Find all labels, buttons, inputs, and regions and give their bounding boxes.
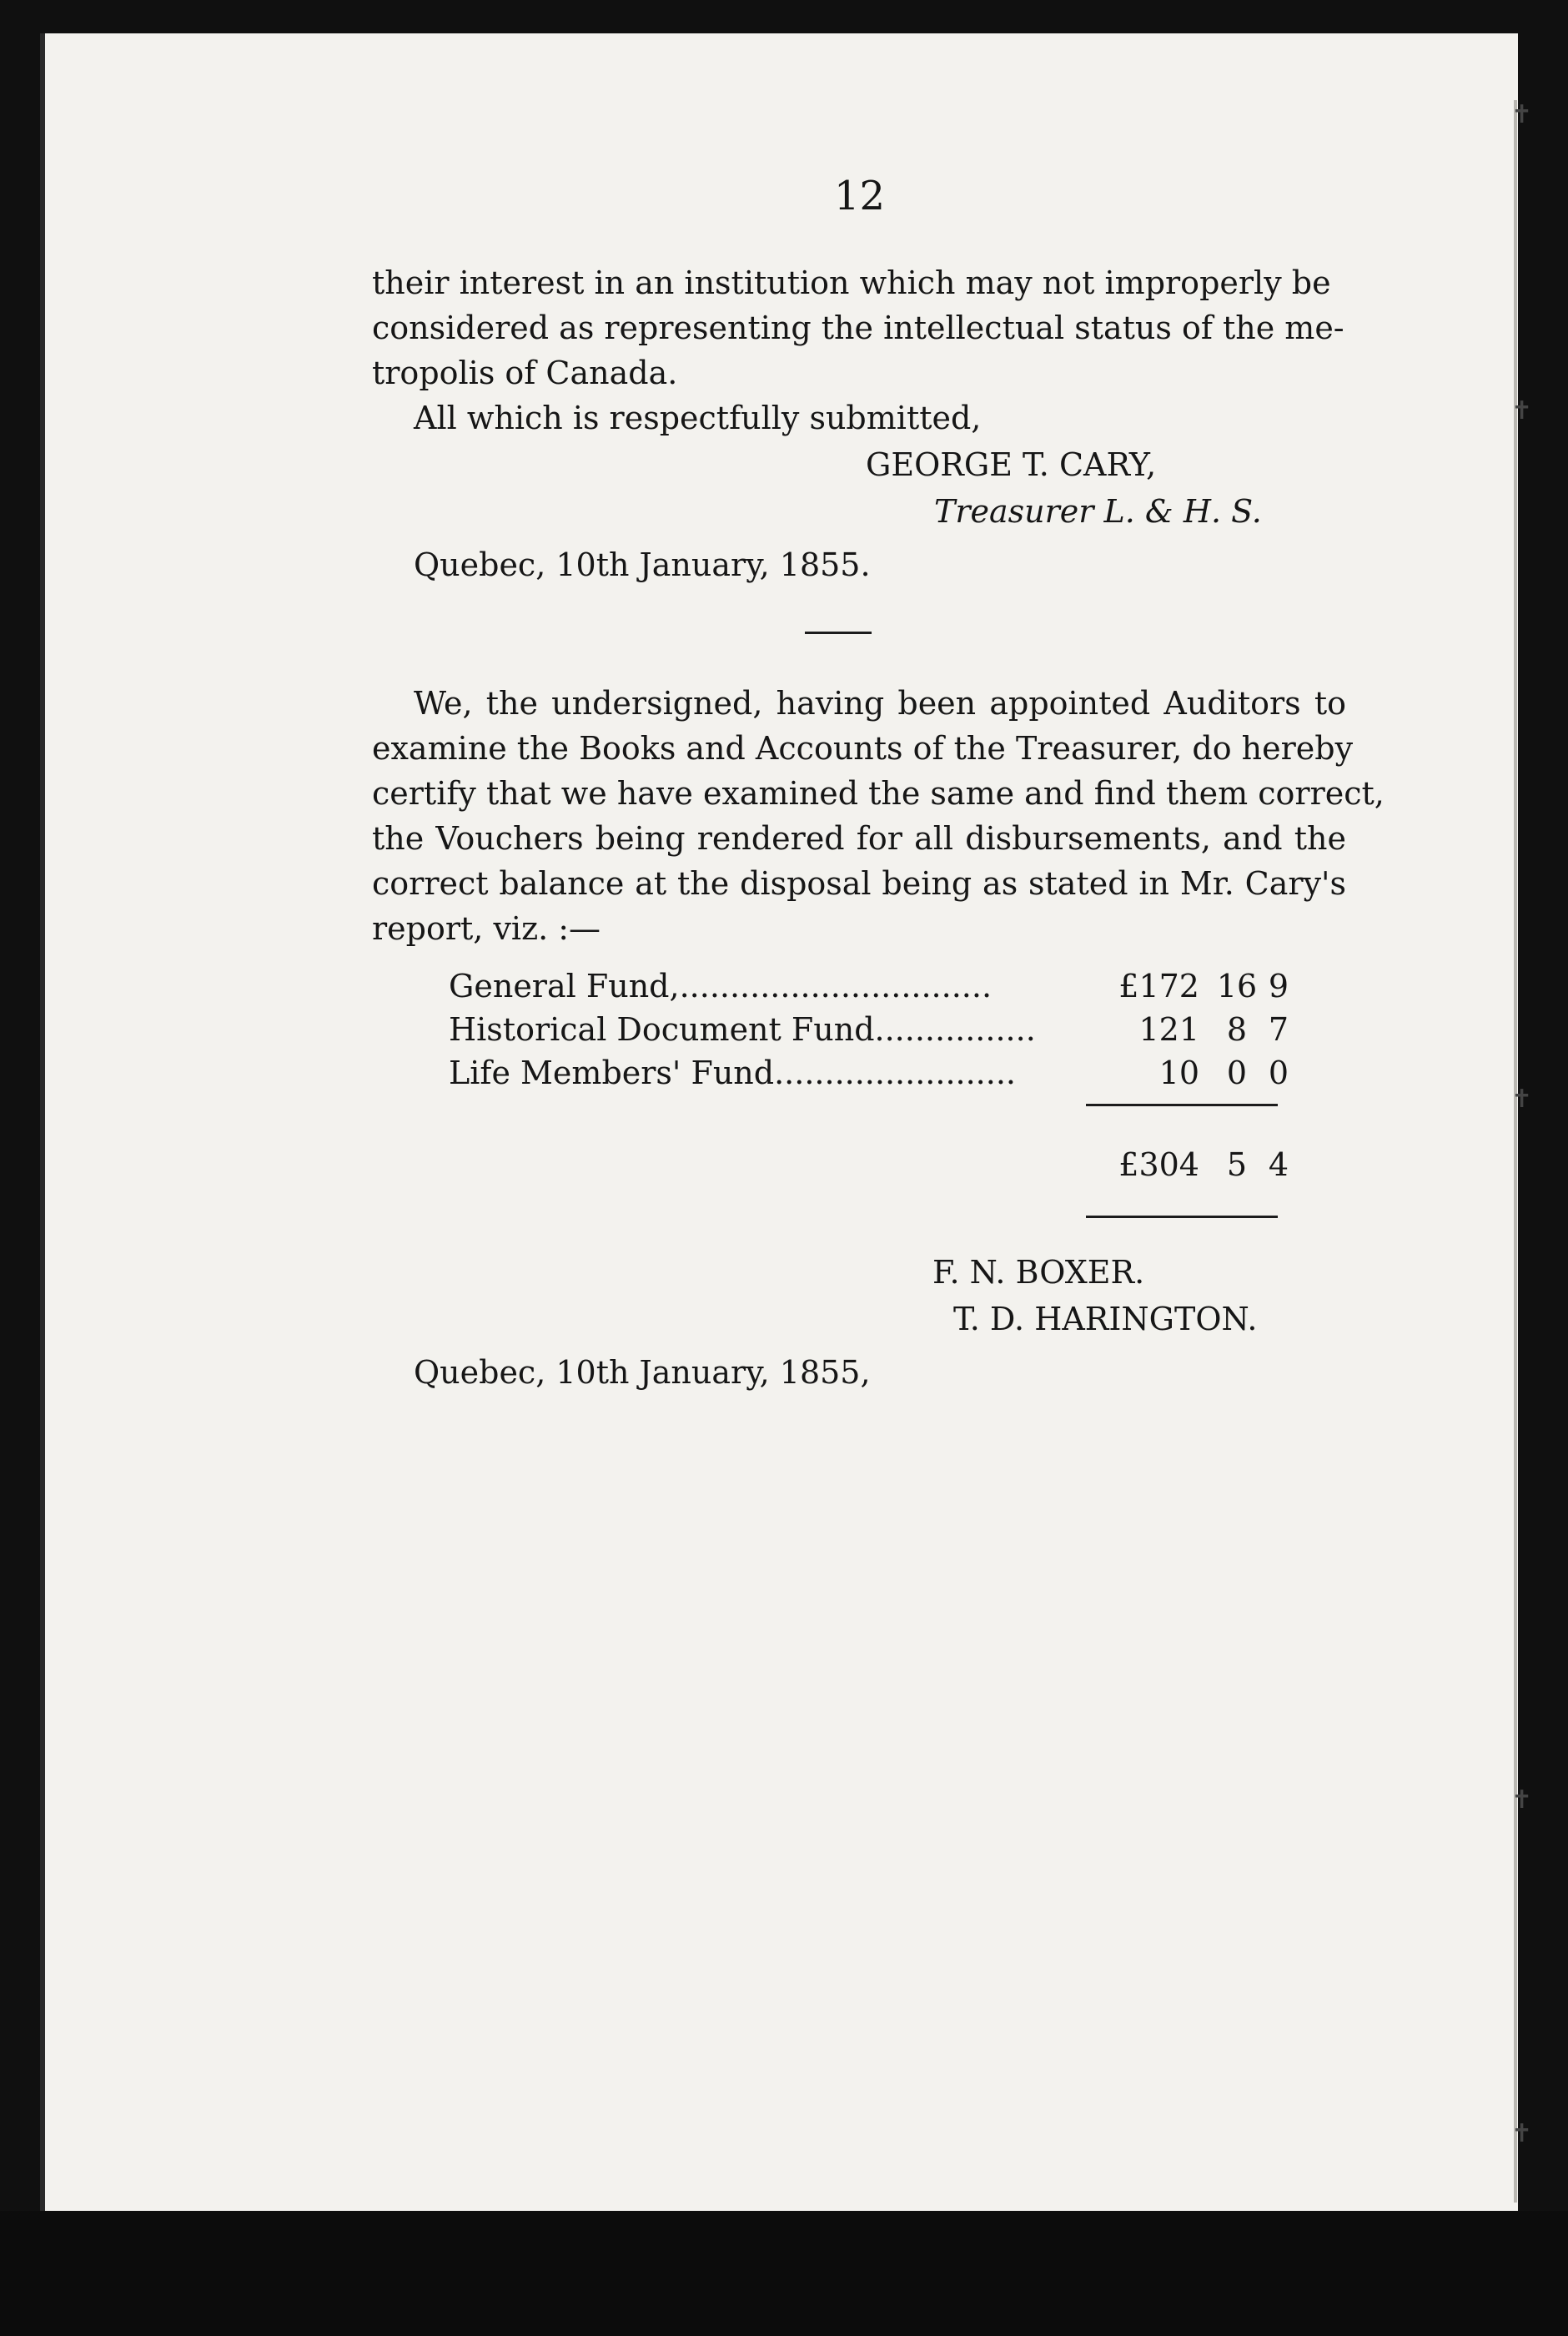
paragraph-line: certify that we have examined the same and find them correct, [372, 775, 1385, 812]
total-row [449, 1146, 1289, 1190]
treasurer-title: Treasurer L. & H. S. [934, 493, 1262, 530]
fund-pence: 0 [1268, 1055, 1289, 1091]
fund-shillings: 8 [1226, 1011, 1248, 1048]
fund-pounds: 10 [1158, 1055, 1199, 1091]
auditors-certificate [372, 681, 1385, 951]
fund-label: Life Members' Fund........................ [449, 1055, 1016, 1091]
binding-mark-icon: ✝ [1511, 396, 1533, 425]
fund-label: General Fund,............................... [449, 968, 993, 1004]
scan-bottom-border [0, 2211, 1568, 2336]
total-shillings: 5 [1226, 1146, 1248, 1183]
fund-pence: 7 [1268, 1011, 1289, 1048]
paragraph-line: report, viz. :— [372, 910, 601, 947]
audit-date: Quebec, 10th January, 1855, [414, 1354, 871, 1391]
sum-rule [1086, 1104, 1278, 1106]
auditor-name: F. N. BOXER. [932, 1254, 1145, 1291]
fund-label: Historical Document Fund................ [449, 1011, 1036, 1048]
fund-pounds: £172 [1118, 968, 1199, 1004]
paragraph-line: the Vouchers being rendered for all disbursements, and the [372, 820, 1346, 857]
fund-pounds: 121 [1138, 1011, 1199, 1048]
paragraph-line: their interest in an institution which may not improperly be [372, 264, 1331, 301]
binding-mark-icon: ✝ [1511, 2119, 1533, 2148]
binding-mark-icon: ✝ [1511, 1785, 1533, 1815]
fund-row [449, 968, 1289, 1011]
total-pence: 4 [1268, 1146, 1289, 1183]
auditor-name: T. D. HARINGTON. [953, 1301, 1258, 1337]
paragraph-line: considered as representing the intellectual status of the me- [372, 310, 1344, 346]
treasurer-name: GEORGE T. CARY, [866, 446, 1157, 483]
total-underline [1086, 1216, 1278, 1218]
paragraph-line: We, the undersigned, having been appointed Auditors to [414, 685, 1346, 722]
fund-balance-table [449, 968, 1289, 1098]
paragraph-line: All which is respectfully submitted, [414, 400, 982, 436]
closing-paragraph [372, 260, 1344, 441]
total-pounds: £304 [1118, 1146, 1199, 1183]
binding-mark-icon: ✝ [1511, 100, 1533, 129]
fund-pence: 9 [1268, 968, 1289, 1004]
binding-mark-icon: ✝ [1511, 1085, 1533, 1114]
paragraph-line: tropolis of Canada. [372, 355, 678, 391]
report-date: Quebec, 10th January, 1855. [414, 546, 871, 583]
fund-row [449, 1055, 1289, 1098]
section-divider [805, 632, 872, 634]
fund-shillings: 16 [1216, 968, 1258, 1004]
fund-shillings: 0 [1226, 1055, 1248, 1091]
fund-row [449, 1011, 1289, 1055]
paragraph-line: examine the Books and Accounts of the Treasurer, do hereby [372, 730, 1354, 767]
page-number: 12 [834, 173, 886, 219]
paragraph-line: correct balance at the disposal being as stated in Mr. Cary's [372, 865, 1346, 902]
